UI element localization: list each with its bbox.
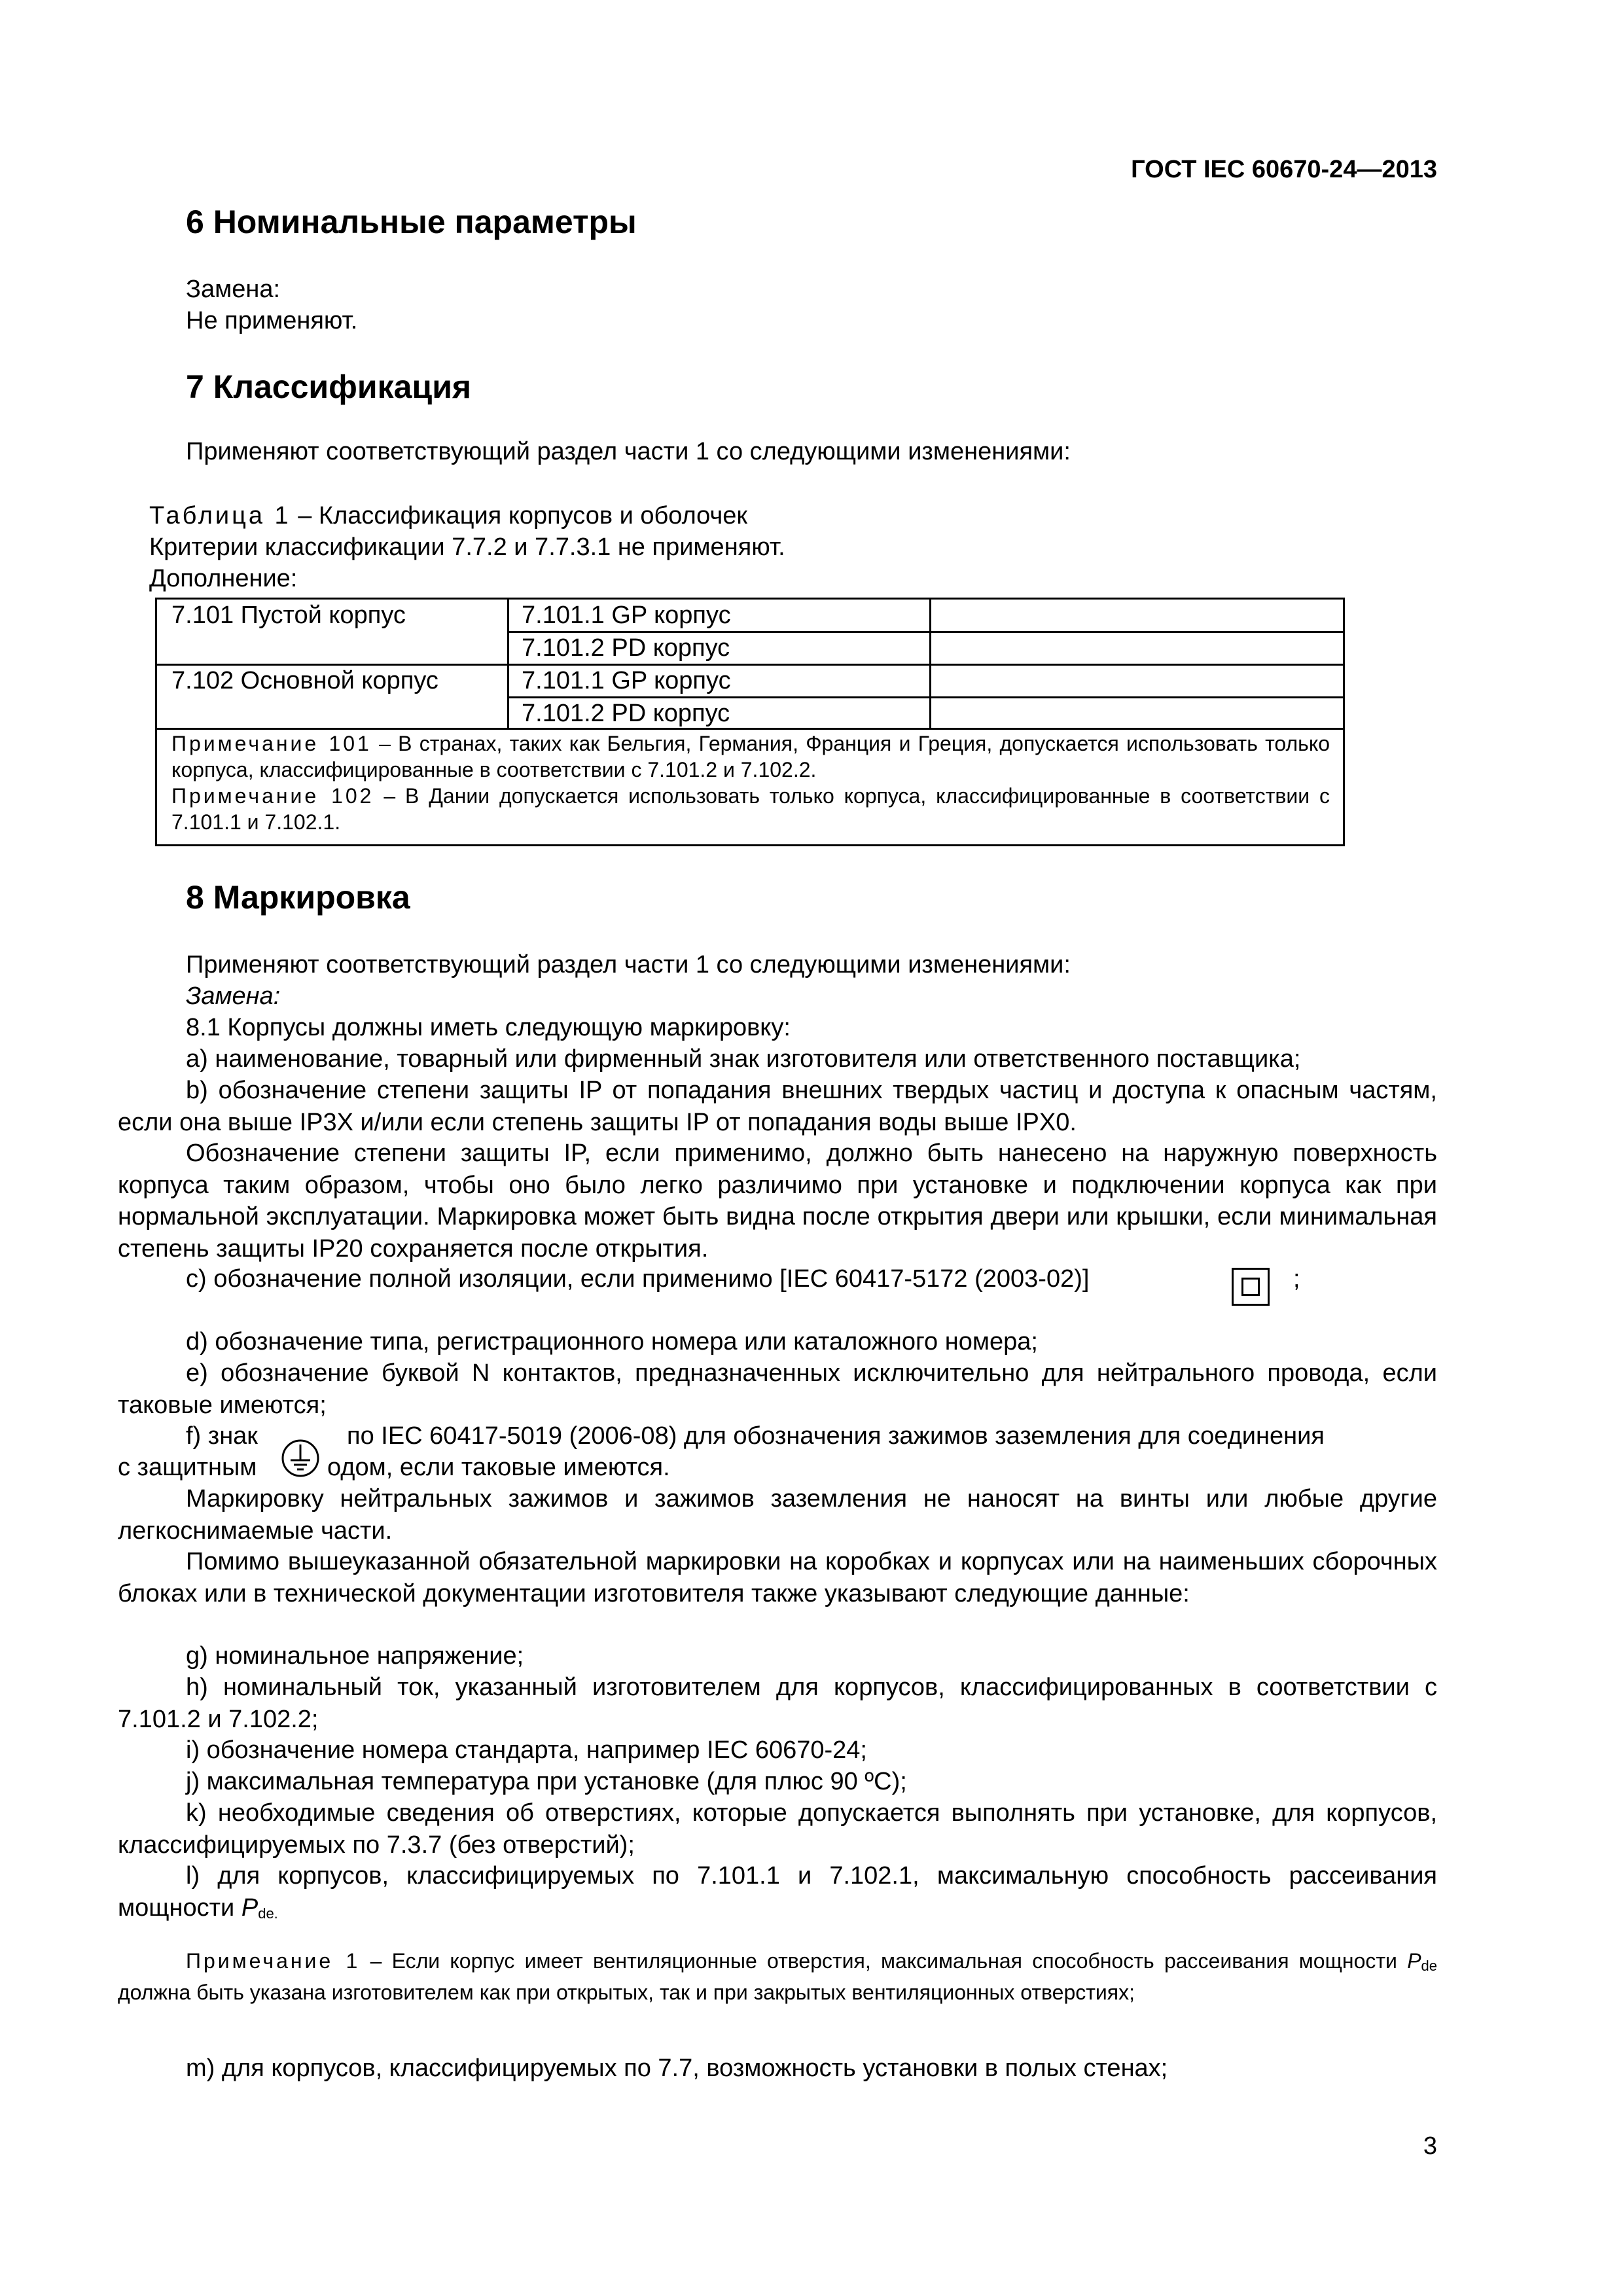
table-cell: 7.101.1 GP корпус	[522, 667, 731, 694]
item-b: b) обозначение степени защиты IP от попадания внешних твердых частиц и доступа к опасным частям, если она выше IP3X и/или если степень защиты IP от попадания воды выше IPX0.	[118, 1077, 1437, 1136]
table-cell: 7.101.2 PD корпус	[522, 634, 730, 662]
item-f-mid: по IEC 60417-5019 (2006-08) для обозначения зажимов заземления для соединения	[347, 1422, 1325, 1450]
section-8-replace-label: Замена:	[186, 982, 281, 1010]
table-note-102: Примечание 102 – В Дании допускается использовать только корпуса, классифицированные в соответствии с 7.101.1 и 7.102.1.	[171, 784, 1330, 834]
table-note-101: Примечание 101 – В странах, таких как Бельгия, Германия, Франция и Греция, допускается использовать только корпуса, классифицированные в соответствии с 7.101.2 и 7.102.2.	[171, 732, 1330, 781]
ip-paragraph: Обозначение степени защиты IP, если применимо, должно быть нанесено на наружную поверхность корпуса таким образом, чтобы оно было легко различимо при установке и подключении корпуса как при нормальной эксплуатации. Маркировка может быть видна после открытия двери или крышки, если минимальная степень защиты IP20 сохраняется после открытия.	[118, 1139, 1437, 1263]
document-header: ГОСТ IEC 60670-24—2013	[1131, 156, 1437, 183]
item-c: с) обозначение полной изоляции, если применимо [IEC 60417-5172 (2003-02)]	[186, 1265, 1090, 1293]
classification-table	[155, 598, 1345, 846]
item-l: l) для корпусов, классифицируемых по 7.101.1 и 7.102.1, максимальную способность рассеивания мощности $P_{de.}$	[118, 1862, 1437, 1922]
double-insulation-icon	[1232, 1268, 1270, 1306]
protective-earth-icon	[280, 1438, 321, 1479]
neutral-paragraph: Маркировку нейтральных зажимов и зажимов заземления не наносят на винты или любые другие легкоснимаемые части.	[118, 1485, 1437, 1545]
item-g: g) номинальное напряжение;	[186, 1642, 524, 1670]
item-d: d) обозначение типа, регистрационного номера или каталожного номера;	[186, 1328, 1038, 1355]
item-h: h) номинальный ток, указанный изготовителем для корпусов, классифицированных в соответствии с 7.101.2 и 7.102.2;	[118, 1674, 1437, 1733]
item-c-end: ;	[1293, 1265, 1300, 1293]
section-6-heading: 6 Номинальные параметры	[186, 204, 637, 240]
table-cell: 7.101.2 PD корпус	[522, 700, 730, 727]
section-7-intro: Применяют соответствующий раздел части 1 со следующими изменениями:	[186, 438, 1071, 465]
item-i: i) обозначение номера стандарта, например IEC 60670-24;	[186, 1736, 867, 1764]
extra-data-paragraph: Помимо вышеуказанной обязательной маркировки на коробках и корпусах или на наименьших сборочных блоках или в технической документации изготовителя также указывают следующие данные:	[118, 1548, 1437, 1607]
item-m: m) для корпусов, классифицируемых по 7.7, возможность установки в полых стенах;	[186, 2054, 1168, 2082]
section-8-heading: 8 Маркировка	[186, 879, 410, 916]
addition-label: Дополнение:	[149, 565, 298, 592]
item-e: е) обозначение буквой N контактов, предназначенных исключительно для нейтрального провода, если таковые имеются;	[118, 1359, 1437, 1419]
section-6-text: Не применяют.	[186, 307, 358, 334]
item-f-line2-end: одом, если таковые имеются.	[327, 1454, 670, 1481]
table-caption: Таблица 1 – Классификация корпусов и оболочек	[149, 502, 748, 529]
page-number: 3	[1423, 2132, 1437, 2160]
section-8-intro: Применяют соответствующий раздел части 1 со следующими изменениями:	[186, 951, 1071, 978]
table-cell: 7.101 Пустой корпус	[171, 601, 406, 629]
item-f-start: f) знак	[186, 1422, 258, 1450]
note-1: Примечание 1 – Если корпус имеет вентиляционные отверстия, максимальная способность рассеивания мощности $P_{de}$ должна быть указана изготовителем как при открытых, так и при закрытых вентиляционных отверстиях;	[118, 1949, 1438, 2004]
criteria-text: Критерии классификации 7.7.2 и 7.7.3.1 не применяют.	[149, 533, 785, 561]
item-8-1: 8.1 Корпусы должны иметь следующую маркировку:	[186, 1014, 791, 1041]
table-cell: 7.102 Основной корпус	[171, 667, 438, 694]
item-k: k) необходимые сведения об отверстиях, которые допускается выполнять при установке, для корпусов, классифицируемых по 7.3.7 (без отверстий);	[118, 1799, 1437, 1859]
section-6-replace-label: Замена:	[186, 276, 281, 303]
table-cell: 7.101.1 GP корпус	[522, 601, 731, 629]
section-7-heading: 7 Классификация	[186, 368, 472, 405]
item-f-line2-start: с защитным	[118, 1454, 257, 1481]
item-a: а) наименование, товарный или фирменный знак изготовителя или ответственного поставщика;	[186, 1045, 1301, 1073]
item-j: j) максимальная температура при установке (для плюс 90 ºС);	[186, 1768, 907, 1795]
